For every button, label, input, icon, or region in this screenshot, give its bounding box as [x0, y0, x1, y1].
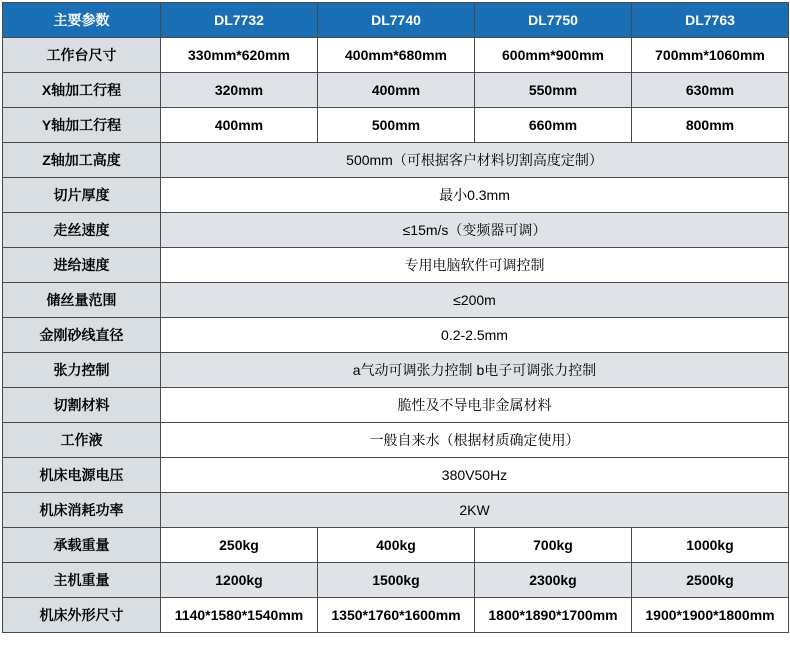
row-label: 工作台尺寸 — [3, 38, 161, 73]
table-row — [3, 423, 789, 458]
specification-table — [2, 2, 789, 633]
row-value: 400mm — [318, 73, 475, 108]
row-value: 550mm — [475, 73, 632, 108]
row-label: 机床消耗功率 — [3, 493, 161, 528]
table-row — [3, 598, 789, 633]
table-row — [3, 248, 789, 283]
row-value: 330mm*620mm — [161, 38, 318, 73]
row-value: 2KW — [161, 493, 789, 528]
row-label: 储丝量范围 — [3, 283, 161, 318]
row-label: Z轴加工高度 — [3, 143, 161, 178]
row-value: 1900*1900*1800mm — [632, 598, 789, 633]
row-value: 380V50Hz — [161, 458, 789, 493]
table-row — [3, 318, 789, 353]
row-label: 工作液 — [3, 423, 161, 458]
row-value: 400mm — [161, 108, 318, 143]
row-label: 承载重量 — [3, 528, 161, 563]
row-value: ≤200m — [161, 283, 789, 318]
row-value: 专用电脑软件可调控制 — [161, 248, 789, 283]
table-row — [3, 493, 789, 528]
row-label: 金刚砂线直径 — [3, 318, 161, 353]
row-value: 1140*1580*1540mm — [161, 598, 318, 633]
table-row — [3, 458, 789, 493]
row-value: 500mm — [318, 108, 475, 143]
row-label: 机床电源电压 — [3, 458, 161, 493]
row-label: 走丝速度 — [3, 213, 161, 248]
table-row — [3, 353, 789, 388]
row-value: 600mm*900mm — [475, 38, 632, 73]
row-value: 250kg — [161, 528, 318, 563]
header-cell-model-1: DL7732 — [161, 3, 318, 38]
row-label: 主机重量 — [3, 563, 161, 598]
row-value: 脆性及不导电非金属材料 — [161, 388, 789, 423]
row-value: 660mm — [475, 108, 632, 143]
row-value: ≤15m/s（变频器可调） — [161, 213, 789, 248]
header-cell-model-3: DL7750 — [475, 3, 632, 38]
row-label: 进给速度 — [3, 248, 161, 283]
row-value: 400kg — [318, 528, 475, 563]
row-value: 最小0.3mm — [161, 178, 789, 213]
row-value: 500mm（可根据客户材料切割高度定制） — [161, 143, 789, 178]
table-row — [3, 528, 789, 563]
row-value: 一般自来水（根据材质确定使用） — [161, 423, 789, 458]
table-header-row — [3, 3, 789, 38]
row-label: Y轴加工行程 — [3, 108, 161, 143]
row-value: 320mm — [161, 73, 318, 108]
table-row — [3, 178, 789, 213]
row-value: 2500kg — [632, 563, 789, 598]
row-label: 机床外形尺寸 — [3, 598, 161, 633]
row-value: 700kg — [475, 528, 632, 563]
row-value: 1000kg — [632, 528, 789, 563]
table-row — [3, 38, 789, 73]
row-label: 切割材料 — [3, 388, 161, 423]
row-value: 2300kg — [475, 563, 632, 598]
table-row — [3, 108, 789, 143]
table-row — [3, 388, 789, 423]
row-value: 400mm*680mm — [318, 38, 475, 73]
table-row — [3, 563, 789, 598]
table-row — [3, 143, 789, 178]
table-row — [3, 213, 789, 248]
row-value: 1500kg — [318, 563, 475, 598]
row-value: 1800*1890*1700mm — [475, 598, 632, 633]
table-row — [3, 283, 789, 318]
row-value: 1350*1760*1600mm — [318, 598, 475, 633]
row-label: 张力控制 — [3, 353, 161, 388]
row-value: 700mm*1060mm — [632, 38, 789, 73]
row-label: X轴加工行程 — [3, 73, 161, 108]
row-value: 1200kg — [161, 563, 318, 598]
table-row — [3, 73, 789, 108]
row-label: 切片厚度 — [3, 178, 161, 213]
row-value: 0.2-2.5mm — [161, 318, 789, 353]
header-cell-model-4: DL7763 — [632, 3, 789, 38]
row-value: a气动可调张力控制 b电子可调张力控制 — [161, 353, 789, 388]
header-cell-parameter: 主要参数 — [3, 3, 161, 38]
header-cell-model-2: DL7740 — [318, 3, 475, 38]
row-value: 800mm — [632, 108, 789, 143]
row-value: 630mm — [632, 73, 789, 108]
